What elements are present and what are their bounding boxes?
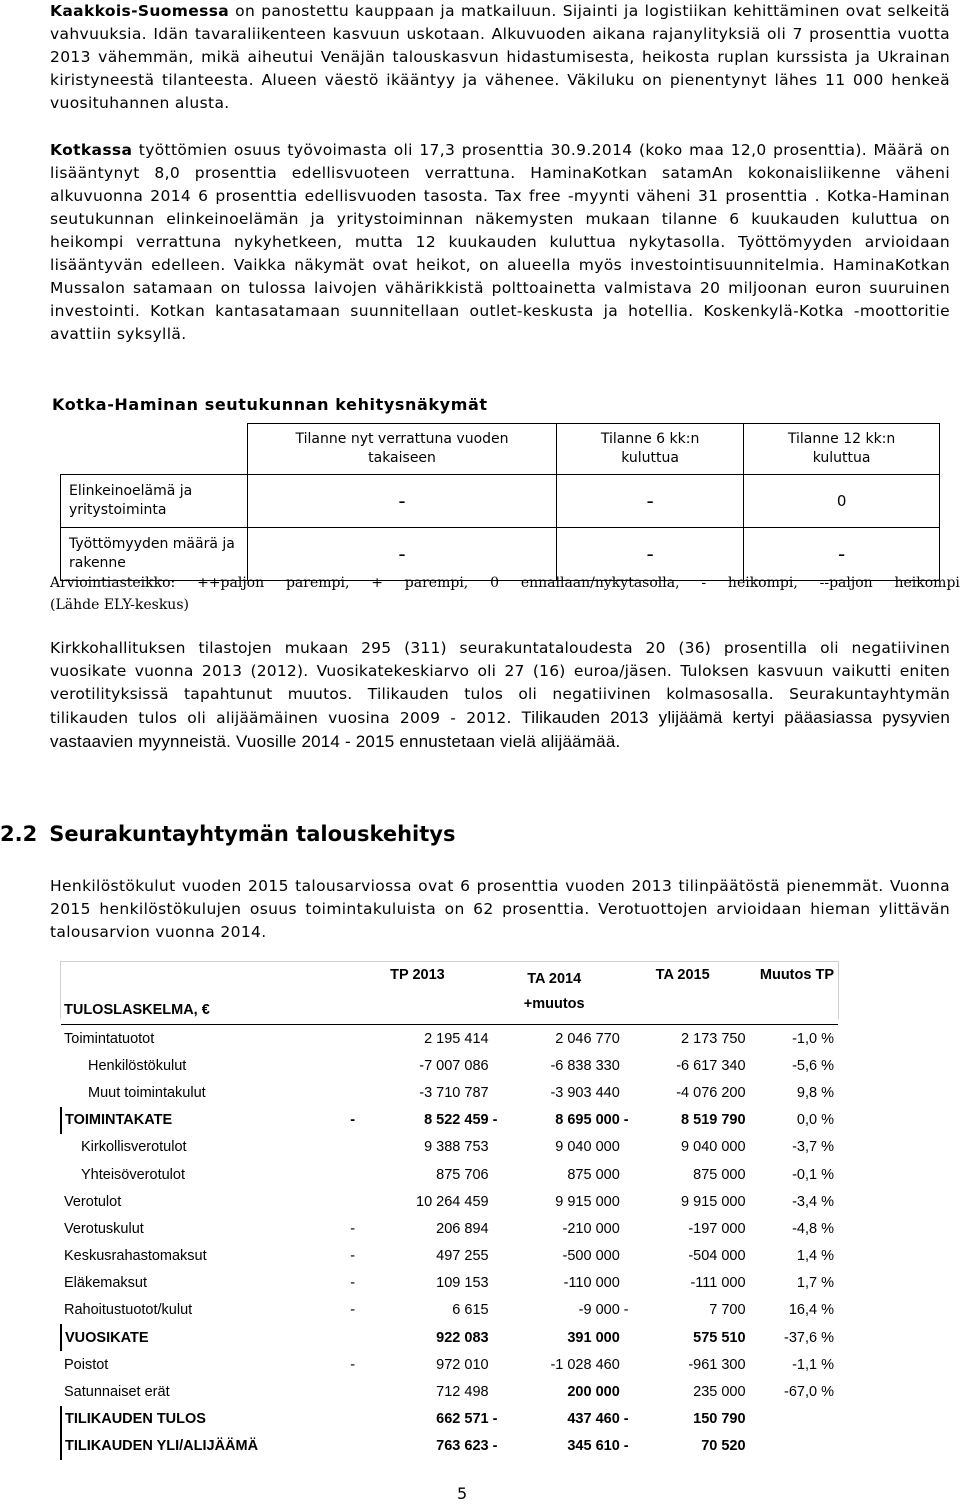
rating-scale-item: heikompi, (727, 575, 798, 591)
cell-ta2015: -197 000 (688, 1220, 746, 1237)
cell-tp2013: 922 083 (436, 1329, 489, 1346)
rating-scale-item: 0 (490, 575, 499, 591)
rating-scale-source: (Lähde ELY-keskus) (50, 597, 189, 613)
table-row (61, 1243, 838, 1270)
rating-scale-item: heikompi (894, 575, 960, 591)
column-header: Muutos TP (759, 967, 834, 983)
outlook-corner (61, 424, 248, 475)
cell-ta2014: 9 915 000 (555, 1193, 620, 1210)
outlook-header: Tilanne 6 kk:n kuluttua (557, 424, 744, 475)
cell-ta2015: 875 000 (693, 1166, 746, 1183)
cell-ta2015: 575 510 (693, 1329, 746, 1346)
table-row (61, 1161, 838, 1188)
cell-ta2014: 875 000 (567, 1166, 620, 1183)
cell-ta2015: -6 617 340 (676, 1057, 746, 1074)
row-label: Muut toimintakulut (88, 1084, 206, 1101)
cell-tp2013: 2 195 414 (346, 1025, 488, 1053)
row-label: Verotuskulut (64, 1220, 144, 1237)
intro-lead: Kaakkois-Suomessa (50, 2, 230, 20)
row-label: Rahoitustuotot/kulut (64, 1302, 193, 1319)
cell-ta2015: -111 000 (690, 1275, 746, 1292)
outlook-header-row (61, 424, 940, 475)
cell-tp2013: 763 623 (436, 1438, 489, 1455)
outlook-row (61, 475, 940, 528)
kotka-text: työttömien osuus työvoimasta oli 17,3 prosenttia 30.9.2014 (koko maa 12,0 prosenttia). Määrä on lisääntynyt 8,0 prosenttia edellisvuoteen verrattuna. HaminaKotkan satamAn kokonaisliikenne väheni alkuvuonna 2014 6 prosenttia edellisvuoden tasosta. Tax free -myynti väheni 31 prosenttia . Kotka-Haminan seutukunnan elinkeinoelämän ja yritystoiminnan näkemysten mukaan tilanne 6 kuukauden kuluttua on heikompi verrattuna nykyhetkeen, mutta 12 kuukauden kuluttua nykytasolla. Työttömyyden arvioidaan lisääntyvän edelleen. Vaikka näkymät ovat heikot, on alueella myös investointisuunnitelmia. HaminaKotkan Mussalon satamaan on tulossa laivojen vähärikkistä polttoainetta valmistava 20 miljoonan euron suuruinen investointi. Kotkan kantasatamaan suunnitellaan outlet-keskusta ja hotellia. Koskenkylä-Kotka -moottoritie avattiin syksyllä. (50, 141, 950, 343)
row-label: Toimintatuotot (61, 1025, 346, 1053)
rating-scale-row (50, 572, 960, 594)
row-label: Satunnaiset erät (64, 1384, 170, 1401)
rating-scale-item: - (701, 575, 707, 591)
cell-tp2013: 662 571 (436, 1411, 489, 1428)
column-header: TA 2015 (655, 967, 710, 983)
church-text-2: Tilikauden 2013 ylijäämä kertyi pääasiassa pysyvien vastaavien myynneistä. Vuosille 2014 - 2015 ennustetaan vielä alijäämää. (50, 708, 950, 751)
page-number: 5 (457, 1484, 468, 1503)
cell-ta2014: 9 040 000 (555, 1139, 620, 1156)
table-row (61, 1215, 838, 1242)
outlook-value: - (557, 475, 744, 528)
table-row (61, 1188, 838, 1215)
table-row (61, 1351, 838, 1378)
cell-change: 9,8 % (796, 1084, 834, 1101)
row-label: Poistot (64, 1356, 109, 1373)
cell-change: -1,1 % (792, 1356, 834, 1373)
section-heading (0, 822, 455, 846)
cell-ta2014: 200 000 (567, 1384, 620, 1401)
cell-change: 1,4 % (796, 1248, 834, 1265)
cell-value: 8 519 790 (681, 1112, 746, 1129)
cell-value: 8 522 459 (424, 1112, 489, 1129)
table-row (61, 1079, 838, 1106)
outlook-table (60, 423, 940, 581)
section-title: Seurakuntayhtymän talouskehitys (49, 822, 456, 846)
cell-tp2013: - 206 894 (350, 1220, 489, 1237)
cell-ta2015: -504 000 (688, 1248, 746, 1265)
cell-change: -67,0 % (784, 1384, 834, 1401)
row-label: VUOSIKATE (61, 1324, 346, 1351)
cell-ta2015: 235 000 (693, 1384, 746, 1401)
cell-tp2013: - 972 010 (350, 1356, 489, 1373)
cell-change: -5,6 % (792, 1057, 834, 1074)
cell-tp2013: 712 498 (436, 1384, 489, 1401)
church-text: Kirkkohallituksen tilastojen mukaan 295 (311) seurakuntataloudesta 20 (36) prosentilla oli negatiivinen vuosikate vuonna 2013 (2012). Vuosikatekeskiarvo oli 27 (16) euroa/jäsen. Tuloksen kasvuun vaikutti eniten verotilityksissä tapahtunut muutos. Tilikauden tulos oli negatiivinen kolmasosalla. Seurakuntayhtymän tilikauden tulos oli alijäämäinen vuosina 2009 - 2012. (50, 639, 950, 727)
cell-change (746, 1433, 838, 1460)
column-header: TA 2014 (527, 971, 582, 987)
cell-value: 437 460 (567, 1411, 620, 1428)
column-header-sub: +muutos (523, 996, 585, 1012)
intro-paragraph (50, 0, 950, 115)
cell-ta2014: 391 000 (567, 1329, 620, 1346)
cell-change (746, 1406, 838, 1433)
table-row (61, 1433, 838, 1460)
kotka-paragraph (50, 139, 950, 346)
cell-ta2015: - 8 519 790 (623, 1112, 746, 1129)
cell-ta2015: - 7 700 (623, 1302, 746, 1319)
cell-tp2013: - 8 522 459 (350, 1112, 489, 1129)
outlook-value: - (557, 528, 744, 581)
table-row (61, 1270, 838, 1297)
rating-scale (50, 572, 960, 616)
cell-change: -3,4 % (792, 1193, 834, 1210)
rating-scale-item: parempi, (285, 575, 350, 591)
cell-ta2015: 9 915 000 (681, 1193, 746, 1210)
income-statement-title: TULOSLASKELMA, (64, 1002, 198, 1018)
rating-scale-item: --paljon (819, 575, 873, 591)
cell-ta2014: - 8 695 000 (492, 1112, 620, 1129)
rating-scale-label: Arviointiasteikko: (50, 575, 176, 591)
row-label: Keskusrahastomaksut (64, 1248, 207, 1265)
rating-scale-item: ++paljon (197, 575, 265, 591)
cell-change: 16,4 % (788, 1302, 834, 1319)
outlook-row-label: Työttömyyden määrä ja rakenne (61, 528, 248, 581)
cell-change: -4,8 % (792, 1220, 834, 1237)
row-label: TILIKAUDEN YLI/ALIJÄÄMÄ (61, 1433, 346, 1460)
outlook-value: - (744, 528, 940, 581)
row-label: Verotulot (64, 1193, 122, 1210)
intro-text: on panostettu kauppaan ja matkailuun. Sijainti ja logistiikan kehittäminen ovat selkeitä vahvuuksia. Idän tavaraliikenteen kasvuun uskotaan. Alkuvuoden aikana rajanylityksiä oli 7 prosenttia vuotta 2013 vähemmän, mikä aiheutui Venäjän talouskasvun hidastumisesta, heikosta ruplan kurssista ja Ukrainan kiristyneestä tilanteesta. Alueen väestö ikääntyy ja vähenee. Väkiluku on pienentynyt lähes 11 000 henkeä vuosituhannen alusta. (50, 2, 950, 112)
kotka-lead: Kotkassa (50, 141, 133, 159)
cell-ta2014: -6 838 330 (550, 1057, 620, 1074)
cell-ta2014: - 437 460 (492, 1411, 620, 1428)
cell-ta2014: -210 000 (562, 1220, 620, 1237)
outlook-row-label: Elinkeinoelämä ja yritystoiminta (61, 475, 248, 528)
cell-value: 7 700 (709, 1302, 746, 1319)
cell-tp2013: - 6 615 (350, 1302, 489, 1319)
section-number: 2.2 (0, 822, 38, 846)
cell-ta2014: -110 000 (563, 1275, 620, 1292)
outlook-value: - (248, 528, 557, 581)
table-row (61, 1134, 838, 1161)
cell-ta2014: -1 028 460 (550, 1356, 620, 1373)
cell-change: -0,1 % (792, 1166, 834, 1183)
rating-scale-item: + (371, 575, 383, 591)
cell-value: 8 695 000 (555, 1112, 620, 1129)
cell-ta2014: -9 000 (578, 1302, 620, 1319)
row-label: Eläkemaksut (64, 1275, 148, 1292)
cell-ta2014: -500 000 (562, 1248, 620, 1265)
cell-value: 972 010 (436, 1356, 489, 1373)
cell-ta2015: -961 300 (688, 1356, 746, 1373)
cell-ta2015: - 70 520 (623, 1438, 746, 1455)
table-row (61, 1297, 838, 1324)
cell-ta2014: 2 046 770 (489, 1025, 620, 1053)
cell-ta2015: 9 040 000 (681, 1139, 746, 1156)
cell-change: -37,6 % (784, 1329, 834, 1346)
outlook-title: Kotka-Haminan seutukunnan kehitysnäkymät (52, 395, 488, 414)
cell-tp2013: -7 007 086 (419, 1057, 489, 1074)
cell-tp2013: 9 388 753 (424, 1139, 489, 1156)
income-statement-title-cell (61, 961, 346, 1025)
cell-change: -1,0 % (746, 1025, 838, 1053)
cell-ta2015: - 150 790 (623, 1411, 746, 1428)
table-row (61, 1378, 838, 1405)
rating-scale-item: ennallaan/nykytasolla, (520, 575, 680, 591)
cell-value: 345 610 (567, 1438, 620, 1455)
outlook-header: Tilanne 12 kk:n kuluttua (744, 424, 940, 475)
cell-change: 1,7 % (796, 1275, 834, 1292)
table-row (61, 1324, 838, 1351)
staff-paragraph: Henkilöstökulut vuoden 2015 talousarviossa ovat 6 prosenttia vuoden 2013 tilinpäätöstä pienemmät. Vuonna 2015 henkilöstökulujen osuus toimintakuluista on 62 prosenttia. Verotuottojen arvioidaan hieman ylittävän talousarvion vuonna 2014. (50, 877, 950, 941)
outlook-header: Tilanne nyt verrattuna vuoden takaiseen (248, 424, 557, 475)
church-paragraph (50, 637, 950, 754)
income-statement-header-row (61, 961, 838, 1025)
cell-change: -3,7 % (792, 1139, 834, 1156)
table-row (61, 1052, 838, 1079)
cell-tp2013: 875 706 (436, 1166, 489, 1183)
cell-ta2014: -3 903 440 (550, 1084, 620, 1101)
table-row (61, 1107, 838, 1134)
table-row (61, 1406, 838, 1433)
cell-tp2013: - 109 153 (350, 1275, 489, 1292)
row-label: TILIKAUDEN TULOS (61, 1406, 346, 1433)
row-label: Henkilöstökulut (88, 1057, 187, 1074)
row-label: Yhteisöverotulot (81, 1166, 185, 1183)
cell-value: 150 790 (693, 1411, 746, 1428)
column-header-cell (489, 961, 620, 1025)
rating-scale-item: parempi, (404, 575, 469, 591)
cell-value: 109 153 (436, 1275, 489, 1292)
cell-ta2015: 2 173 750 (620, 1025, 746, 1053)
outlook-value: 0 (744, 475, 940, 528)
cell-tp2013: 10 264 459 (416, 1193, 489, 1210)
cell-value: 497 255 (436, 1248, 489, 1265)
cell-value: 6 615 (452, 1302, 489, 1319)
cell-change: 0,0 % (796, 1112, 834, 1129)
table-row (61, 1025, 838, 1053)
outlook-value: - (248, 475, 557, 528)
income-statement-table (60, 961, 838, 1460)
column-header: TP 2013 (390, 967, 445, 983)
cell-tp2013: - 497 255 (350, 1248, 489, 1265)
cell-ta2015: -4 076 200 (676, 1084, 746, 1101)
cell-value: 206 894 (436, 1220, 489, 1237)
cell-tp2013: -3 710 787 (419, 1084, 489, 1101)
row-label: TOIMINTAKATE (61, 1107, 346, 1134)
currency-symbol: € (201, 1002, 210, 1018)
row-label: Kirkollisverotulot (81, 1139, 187, 1156)
cell-ta2014: - 345 610 (492, 1438, 620, 1455)
cell-value: 70 520 (701, 1438, 746, 1455)
